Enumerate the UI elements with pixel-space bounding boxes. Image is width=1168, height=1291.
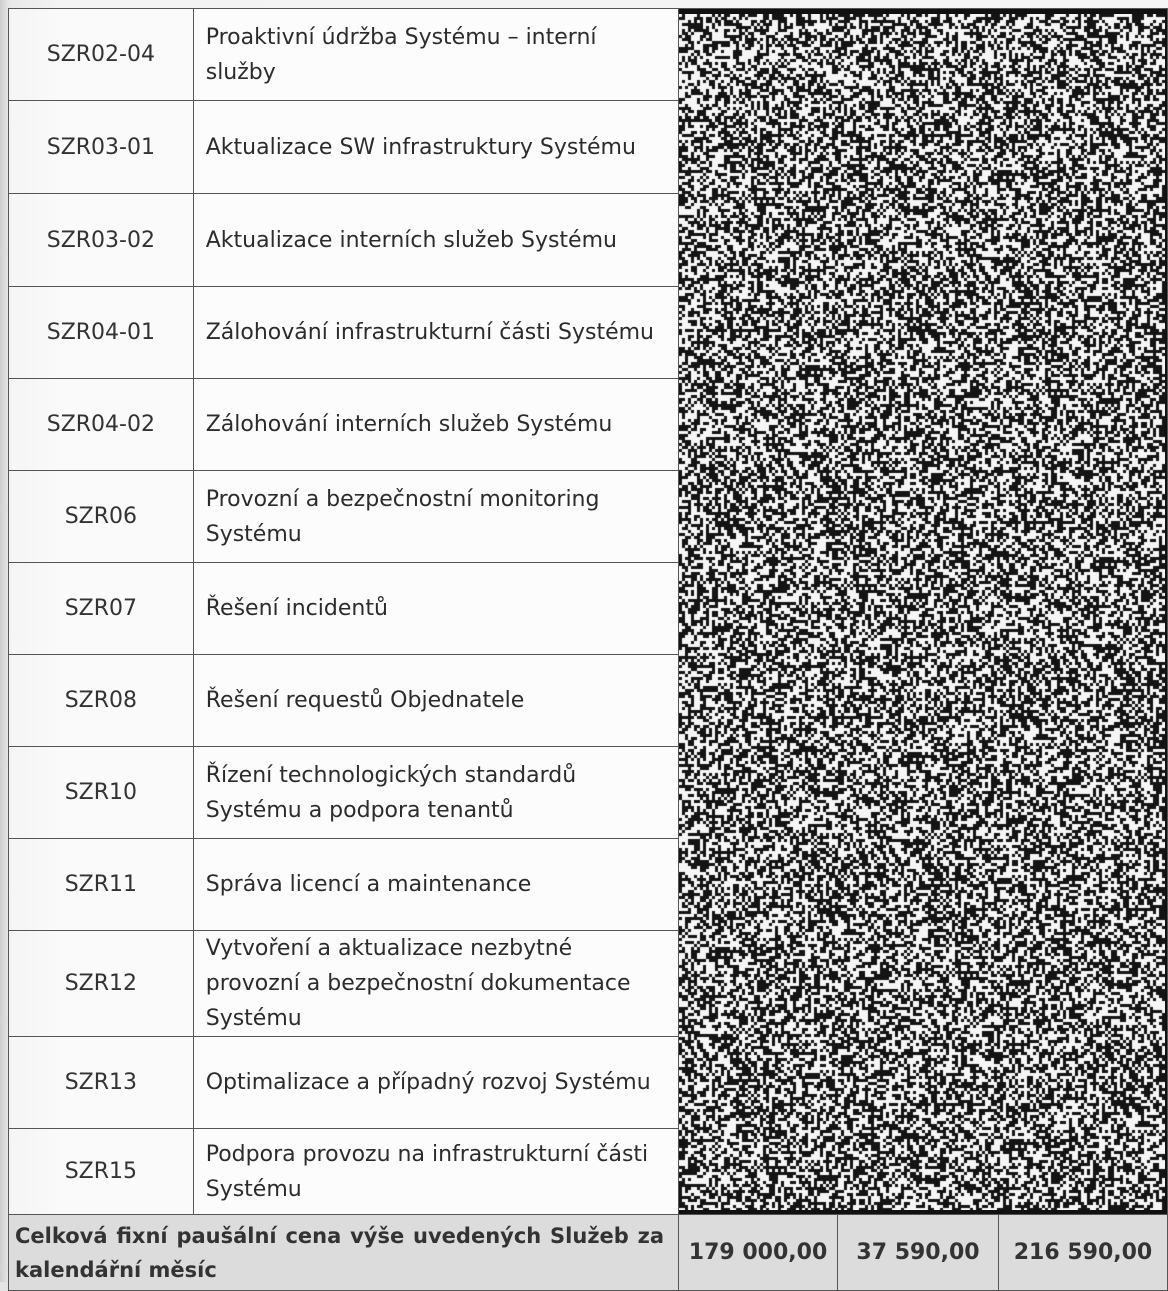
total-row bbox=[9, 1215, 1168, 1291]
service-code: SZR06 bbox=[9, 471, 194, 563]
service-code: SZR12 bbox=[9, 931, 194, 1037]
service-code: SZR03-01 bbox=[9, 101, 194, 194]
service-description: Vytvoření a aktualizace nezbytné provozní a bezpečnostní dokumentace Systému bbox=[193, 931, 678, 1037]
service-code: SZR03-02 bbox=[9, 194, 194, 287]
service-code: SZR02-04 bbox=[9, 9, 194, 101]
service-code: SZR15 bbox=[9, 1129, 194, 1215]
service-description: Správa licencí a maintenance bbox=[193, 839, 678, 931]
service-description: Optimalizace a případný rozvoj Systému bbox=[193, 1037, 678, 1129]
service-description: Proaktivní údržba Systému – interní služby bbox=[193, 9, 678, 101]
service-code: SZR07 bbox=[9, 563, 194, 655]
service-description: Řešení incidentů bbox=[193, 563, 678, 655]
services-table bbox=[8, 8, 1168, 1291]
service-description: Zálohování infrastrukturní části Systému bbox=[193, 287, 678, 379]
service-code: SZR04-02 bbox=[9, 379, 194, 471]
redacted-noise-block bbox=[679, 9, 1168, 1215]
total-price-base: 179 000,00 bbox=[679, 1215, 838, 1291]
redaction-noise-canvas bbox=[679, 14, 1165, 1210]
service-code: SZR04-01 bbox=[9, 287, 194, 379]
service-description: Aktualizace interních služeb Systému bbox=[193, 194, 678, 287]
service-code: SZR13 bbox=[9, 1037, 194, 1129]
service-description: Podpora provozu na infrastrukturní části Systému bbox=[193, 1129, 678, 1215]
service-description: Zálohování interních služeb Systému bbox=[193, 379, 678, 471]
service-description: Řešení requestů Objednatele bbox=[193, 655, 678, 747]
table-row bbox=[9, 9, 1168, 101]
service-code: SZR11 bbox=[9, 839, 194, 931]
service-description: Řízení technologických standardů Systému a podpora tenantů bbox=[193, 747, 678, 839]
total-vat: 37 590,00 bbox=[838, 1215, 999, 1291]
service-code: SZR10 bbox=[9, 747, 194, 839]
total-price-with-vat: 216 590,00 bbox=[999, 1215, 1168, 1291]
service-description: Aktualizace SW infrastruktury Systému bbox=[193, 101, 678, 194]
service-description: Provozní a bezpečnostní monitoring Systému bbox=[193, 471, 678, 563]
service-code: SZR08 bbox=[9, 655, 194, 747]
total-label: Celková fixní paušální cena výše uvedených Služeb za kalendářní měsíc bbox=[9, 1215, 679, 1291]
